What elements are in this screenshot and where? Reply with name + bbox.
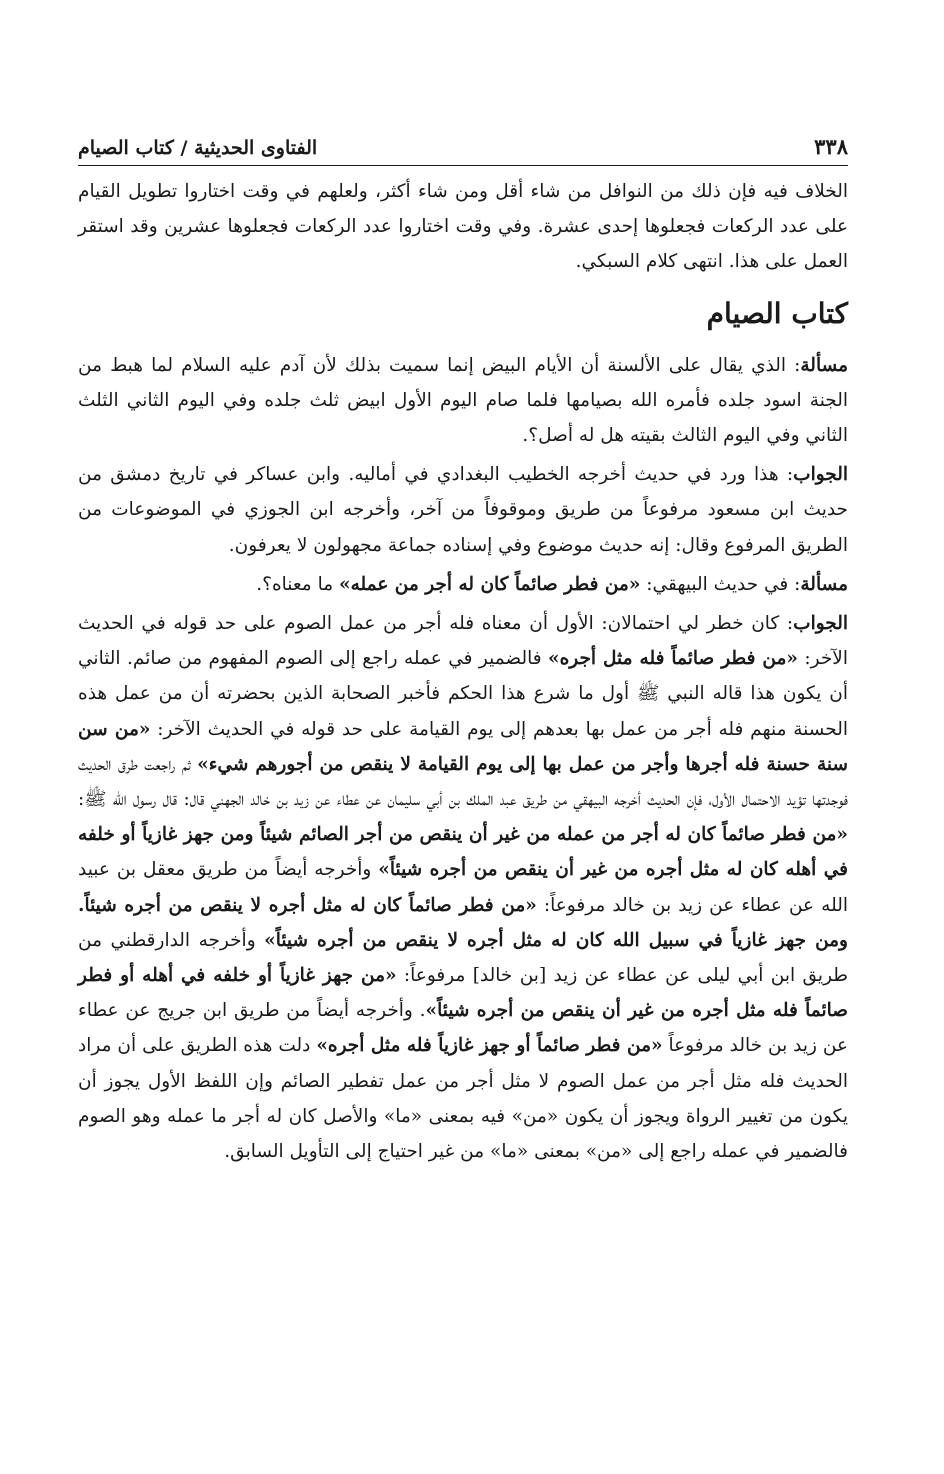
question-label: مسألة [800, 354, 848, 376]
intro-paragraph: الخلاف فيه فإن ذلك من النوافل من شاء أقل ومن شاء أكثر، ولعلهم في وقت اختاروا تطويل القيام على عدد الركعات فجعلوها إحدى عشرة. وفي وقت اختاروا عدد الركعات فجعلوها عشرين وقد استقر العمل على هذا. انتهى كلام السبكي. [78, 181, 848, 273]
answer-1 [78, 457, 848, 563]
question-1 [78, 348, 848, 454]
answer-text: وأخرجه أيضاً من طريق معقل بن عبيد الله عن عطاء عن زيد بن خالد مرفوعاً: [78, 859, 848, 916]
running-head-title: الفتاوى الحديثية / كتاب الصيام [78, 137, 318, 159]
hadith-quote: «من جهز غازياً أو خلفه في أهله أو فطر صائماً فله مثل أجره من غير أن ينقص من أجره شيئاً» [78, 965, 848, 1022]
answer-text: ثم راجعت طرق الحديث فوجدتها تؤيد الاحتمال الأول، فإن الحديث أخرجه البيهقي من طريق عبد الملك بن أبي سليمان عن عطاء عن زيد بن خالد الجهني قال: قال رسول الله ﷺ: [78, 753, 848, 811]
page-number: ٣٣٨ [814, 134, 848, 159]
chapter-title: كتاب الصيام [706, 296, 848, 330]
question-label: مسألة [800, 573, 848, 595]
answer-label: الجواب [793, 464, 848, 486]
answer-text: فالضمير في عمله راجع إلى الصوم المفهوم من صائم. الثاني أن يكون هذا قاله النبي ﷺ أول ما شرع هذا الحكم فأخبر الصحابة الذين بحضرته أن من عمل هذه الحسنة منهم فله أجر من عمل بها بعدهم إلى يوم القيامة على حد قوله في الحديث الآخر: [78, 648, 848, 740]
hadith-quote: «من فطر صائماً كان له مثل أجره لا ينقص من أجره شيئاً. ومن جهز غازياً في سبيل الله كان له مثل أجره لا ينقص من أجره شيئاً» [78, 894, 848, 951]
hadith-quote: «من فطر صائماً أو جهز غازياً فله مثل أجره» [316, 1035, 663, 1057]
question-text: : في حديث البيهقي: [640, 573, 801, 595]
hadith-quote: «من فطر صائماً فله مثل أجره» [548, 648, 798, 670]
answer-text: . وأخرجه أيضاً من طريق ابن جريج عن عطاء عن زيد بن خالد مرفوعاً [78, 1000, 848, 1057]
answer-label: الجواب [793, 613, 848, 635]
question-text: : الذي يقال على الألسنة أن الأيام البيض إنما سميت بذلك لأن آدم عليه السلام لما هبط من الجنة اسود جلده فأمره الله بصيامها فلما صام اليوم الأول ابيض ثلث جلده وفي اليوم الثاني الثلث الثاني وفي اليوم الثالث بقيته هل له أصل؟. [78, 354, 848, 447]
answer-text: : كان خطر لي احتمالان: الأول أن معناه فله أجر من عمل الصوم على حد قوله في الحديث الآخر: [78, 613, 848, 670]
question-2 [78, 567, 848, 602]
running-head [78, 132, 848, 166]
answer-2 [78, 606, 848, 1169]
answer-text: وأخرجه الدارقطني من طريق ابن أبي ليلى عن عطاء عن زيد [بن خالد] مرفوعاً: [78, 929, 849, 987]
answer-text: دلت هذه الطريق على أن مراد الحديث فله مثل أجر من عمل الصوم لا مثل أجر من عمل تفطير الصائم وإن اللفظ الأول يجوز أن يكون من تغيير الرواة ويجوز أن يكون «من» فيه بمعنى «ما» والأصل كان له أجر ما عمله وهو الصوم فالضمير في عمله راجع إلى «من» بمعنى «ما» من غير احتياج إلى التأويل السابق. [78, 1035, 848, 1163]
hadith-quote: «من فطر صائماً كان له أجر من عمله من غير أن ينقص من أجر الصائم شيئاً ومن جهز غازياً أو خلفه في أهله كان له مثل أجره من غير أن ينقص من أجره شيئاً» [78, 824, 848, 881]
hadith-quote: «من سن سنة حسنة فله أجرها وأجر من عمل بها إلى يوم القيامة لا ينقص من أجورهم شيء» [78, 718, 848, 775]
question-text: ما معناه؟. [256, 573, 340, 595]
answer-text: : هذا ورد في حديث أخرجه الخطيب البغدادي في أماليه. وابن عساكر في تاريخ دمشق من حديث ابن مسعود مرفوعاً من طريق وموقوفاً من آخر، وأخرجه ابن الجوزي في الموضوعات من الطريق المرفوع وقال: إنه حديث موضوع وفي إسناده جماعة مجهولون لا يعرفون. [78, 464, 848, 556]
hadith-quote: «من فطر صائماً كان له أجر من عمله» [339, 573, 641, 595]
book-page [78, 132, 848, 1169]
body-text [78, 174, 848, 1169]
